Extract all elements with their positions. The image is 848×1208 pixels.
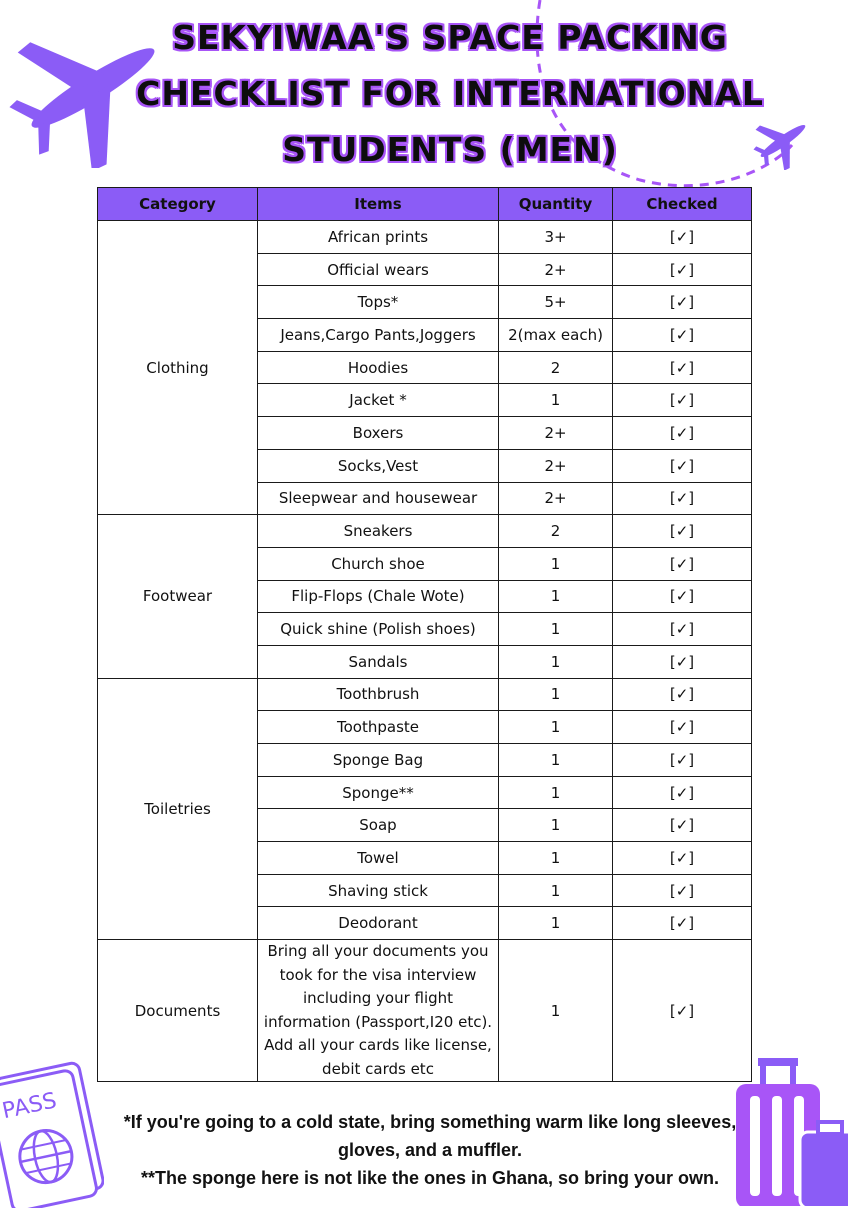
- checked-cell: [✓]: [613, 678, 752, 711]
- item-cell: Sandals: [258, 645, 499, 678]
- item-cell: Soap: [258, 809, 499, 842]
- checked-cell: [✓]: [613, 645, 752, 678]
- item-cell: Church shoe: [258, 547, 499, 580]
- quantity-cell: 1: [499, 776, 613, 809]
- checked-cell: [✓]: [613, 809, 752, 842]
- packing-checklist-table: [97, 187, 752, 1082]
- item-cell: Shaving stick: [258, 874, 499, 907]
- checked-cell: [✓]: [613, 613, 752, 646]
- page-title: SEKYIWAA'S SPACE PACKING CHECKLIST FOR INTERNATIONAL STUDENTS (MEN): [136, 18, 764, 169]
- category-cell: Toiletries: [98, 678, 258, 940]
- quantity-cell: 2+: [499, 417, 613, 450]
- item-cell: Official wears: [258, 253, 499, 286]
- quantity-cell: 1: [499, 907, 613, 940]
- item-cell: Socks,Vest: [258, 449, 499, 482]
- item-cell: Quick shine (Polish shoes): [258, 613, 499, 646]
- quantity-cell: 1: [499, 678, 613, 711]
- checked-cell: [✓]: [613, 221, 752, 254]
- quantity-cell: 1: [499, 744, 613, 777]
- footnotes: [110, 1108, 750, 1192]
- footnote-cold-state: *If you're going to a cold state, bring something warm like long sleeves, gloves, and a muffler.: [123, 1112, 737, 1160]
- checked-cell: [✓]: [613, 907, 752, 940]
- item-cell: Toothbrush: [258, 678, 499, 711]
- item-cell: Towel: [258, 842, 499, 875]
- passport-icon: [0, 1058, 104, 1208]
- quantity-cell: 1: [499, 842, 613, 875]
- checked-cell: [✓]: [613, 580, 752, 613]
- quantity-cell: 1: [499, 547, 613, 580]
- category-cell: Footwear: [98, 515, 258, 678]
- item-cell: Sneakers: [258, 515, 499, 548]
- checked-cell: [✓]: [613, 384, 752, 417]
- item-cell: Tops*: [258, 286, 499, 319]
- checked-cell: [✓]: [613, 842, 752, 875]
- checked-cell: [✓]: [613, 547, 752, 580]
- item-cell: Boxers: [258, 417, 499, 450]
- luggage-icon: [730, 1056, 848, 1206]
- header-checked: Checked: [613, 188, 752, 221]
- header-items: Items: [258, 188, 499, 221]
- item-cell: Jacket *: [258, 384, 499, 417]
- checked-cell: [✓]: [613, 874, 752, 907]
- quantity-cell: 1: [499, 580, 613, 613]
- quantity-cell: 5+: [499, 286, 613, 319]
- header-category: Category: [98, 188, 258, 221]
- table-row: [98, 221, 752, 254]
- checked-cell: [✓]: [613, 449, 752, 482]
- item-cell: African prints: [258, 221, 499, 254]
- item-cell: Deodorant: [258, 907, 499, 940]
- item-cell: Bring all your documents you took for the visa interview including your flight information (Passport,I20 etc). Add all your cards like license, debit cards etc: [258, 940, 499, 1082]
- item-cell: Flip-Flops (Chale Wote): [258, 580, 499, 613]
- quantity-cell: 2+: [499, 449, 613, 482]
- item-cell: Jeans,Cargo Pants,Joggers: [258, 319, 499, 352]
- checked-cell: [✓]: [613, 776, 752, 809]
- quantity-cell: 1: [499, 874, 613, 907]
- table-header-row: [98, 188, 752, 221]
- quantity-cell: 2+: [499, 482, 613, 515]
- quantity-cell: 2: [499, 351, 613, 384]
- quantity-cell: 2+: [499, 253, 613, 286]
- quantity-cell: 1: [499, 645, 613, 678]
- checked-cell: [✓]: [613, 351, 752, 384]
- checked-cell: [✓]: [613, 482, 752, 515]
- item-cell: Sponge**: [258, 776, 499, 809]
- item-cell: Hoodies: [258, 351, 499, 384]
- quantity-cell: 1: [499, 384, 613, 417]
- quantity-cell: 2(max each): [499, 319, 613, 352]
- table-row: [98, 515, 752, 548]
- passport-label: PASS: [0, 1088, 59, 1125]
- quantity-cell: 3+: [499, 221, 613, 254]
- quantity-cell: 2: [499, 515, 613, 548]
- item-cell: Sponge Bag: [258, 744, 499, 777]
- checked-cell: [✓]: [613, 286, 752, 319]
- quantity-cell: 1: [499, 940, 613, 1082]
- footnote-sponge: **The sponge here is not like the ones in Ghana, so bring your own.: [140, 1168, 720, 1188]
- item-cell: Toothpaste: [258, 711, 499, 744]
- quantity-cell: 1: [499, 613, 613, 646]
- table-row: [98, 940, 752, 1082]
- checked-cell: [✓]: [613, 711, 752, 744]
- checked-cell: [✓]: [613, 515, 752, 548]
- checked-cell: [✓]: [613, 319, 752, 352]
- category-cell: Documents: [98, 940, 258, 1082]
- quantity-cell: 1: [499, 711, 613, 744]
- checked-cell: [✓]: [613, 253, 752, 286]
- checked-cell: [✓]: [613, 744, 752, 777]
- checked-cell: [✓]: [613, 417, 752, 450]
- checked-cell: [✓]: [613, 940, 752, 1082]
- quantity-cell: 1: [499, 809, 613, 842]
- table-row: [98, 678, 752, 711]
- header-quantity: Quantity: [499, 188, 613, 221]
- category-cell: Clothing: [98, 221, 258, 515]
- item-cell: Sleepwear and housewear: [258, 482, 499, 515]
